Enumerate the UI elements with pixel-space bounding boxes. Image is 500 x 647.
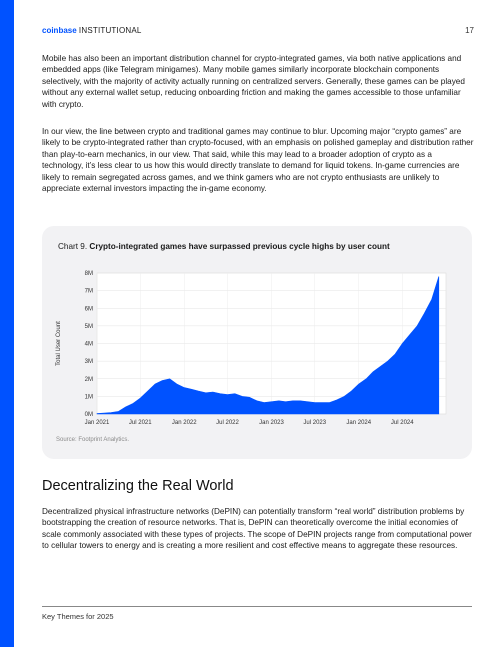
page-header xyxy=(42,25,474,39)
coinbase-wordmark: coinbase xyxy=(42,26,77,35)
institutional-label: INSTITUTIONAL xyxy=(78,26,142,35)
y-tick-label: 0M xyxy=(84,412,93,418)
y-tick-label: 2M xyxy=(84,376,93,383)
section-title: Decentralizing the Real World xyxy=(42,478,234,494)
y-tick-label: 8M xyxy=(84,271,93,277)
brand-logo xyxy=(42,25,142,37)
x-tick-label: Jan 2022 xyxy=(171,420,197,426)
y-tick-label: 1M xyxy=(84,394,93,401)
y-tick-label: 6M xyxy=(84,306,93,313)
y-tick-label: 7M xyxy=(84,288,93,295)
y-tick-label: 4M xyxy=(84,341,93,348)
page-number: 17 xyxy=(465,26,474,35)
chart-card xyxy=(42,226,472,459)
left-accent-bar xyxy=(0,0,14,647)
chart-number-label: Chart 9. xyxy=(58,242,88,251)
footer-divider xyxy=(42,606,472,607)
footer-text: Key Themes for 2025 xyxy=(42,612,114,621)
x-tick-label: Jul 2023 xyxy=(303,420,327,426)
paragraph-blur: In our view, the line between crypto and traditional games may continue to blur. Upcoming major “crypto games” are likely to be crypto-integrated rather than crypto-focused, with an emphasis on polished gameplay and distribution rather than play-to-earn mechanics, in our view. That said, while this may lead to a broader adoption of crypto as a technology, it’s less clear to us how this would directly translate to demand for liquid tokens. In-game currencies are likely to remain segregated across games, and we think gamers who are not crypto enthusiasts are unlikely to appreciate external investors impacting the in-game economy. xyxy=(42,127,474,194)
x-tick-label: Jan 2021 xyxy=(84,420,110,426)
paragraph-mobile: Mobile has also been an important distribution channel for crypto-integrated games, via both native applications and embedded apps (like Telegram minigames). Many mobile games similarly incorporate blockchain components selectively, with the majority of activity actually running on centralized servers. Generally, these games can be played without any external wallet setup, reducing onboarding friction and making the games accessible to those unfamiliar with crypto. xyxy=(42,54,465,109)
y-axis-label: Total User Count xyxy=(56,321,62,366)
x-tick-label: Jul 2021 xyxy=(128,420,152,426)
paragraph-depin: Decentralized physical infrastructure networks (DePIN) can potentially transform “real world” distribution problems by bootstrapping the creation of resource networks. That is, DePIN can theoretically overcome the initial economies of scale commonly associated with these types of projects. The scope of DePIN projects range from computational power to cellular towers to energy and is creating a more resilient and cost effective means to aggregate these resources. xyxy=(42,507,472,551)
x-tick-label: Jul 2024 xyxy=(390,420,414,426)
x-tick-label: Jan 2024 xyxy=(346,420,372,426)
x-tick-label: Jan 2023 xyxy=(259,420,284,426)
y-tick-label: 3M xyxy=(84,359,93,366)
user-count-chart xyxy=(42,226,472,459)
chart-title-text: Crypto-integrated games have surpassed previous cycle highs by user count xyxy=(89,242,390,251)
x-tick-label: Jul 2022 xyxy=(216,420,239,426)
y-tick-label: 5M xyxy=(84,323,93,330)
chart-source: Source: Footprint Analytics. xyxy=(56,437,130,443)
